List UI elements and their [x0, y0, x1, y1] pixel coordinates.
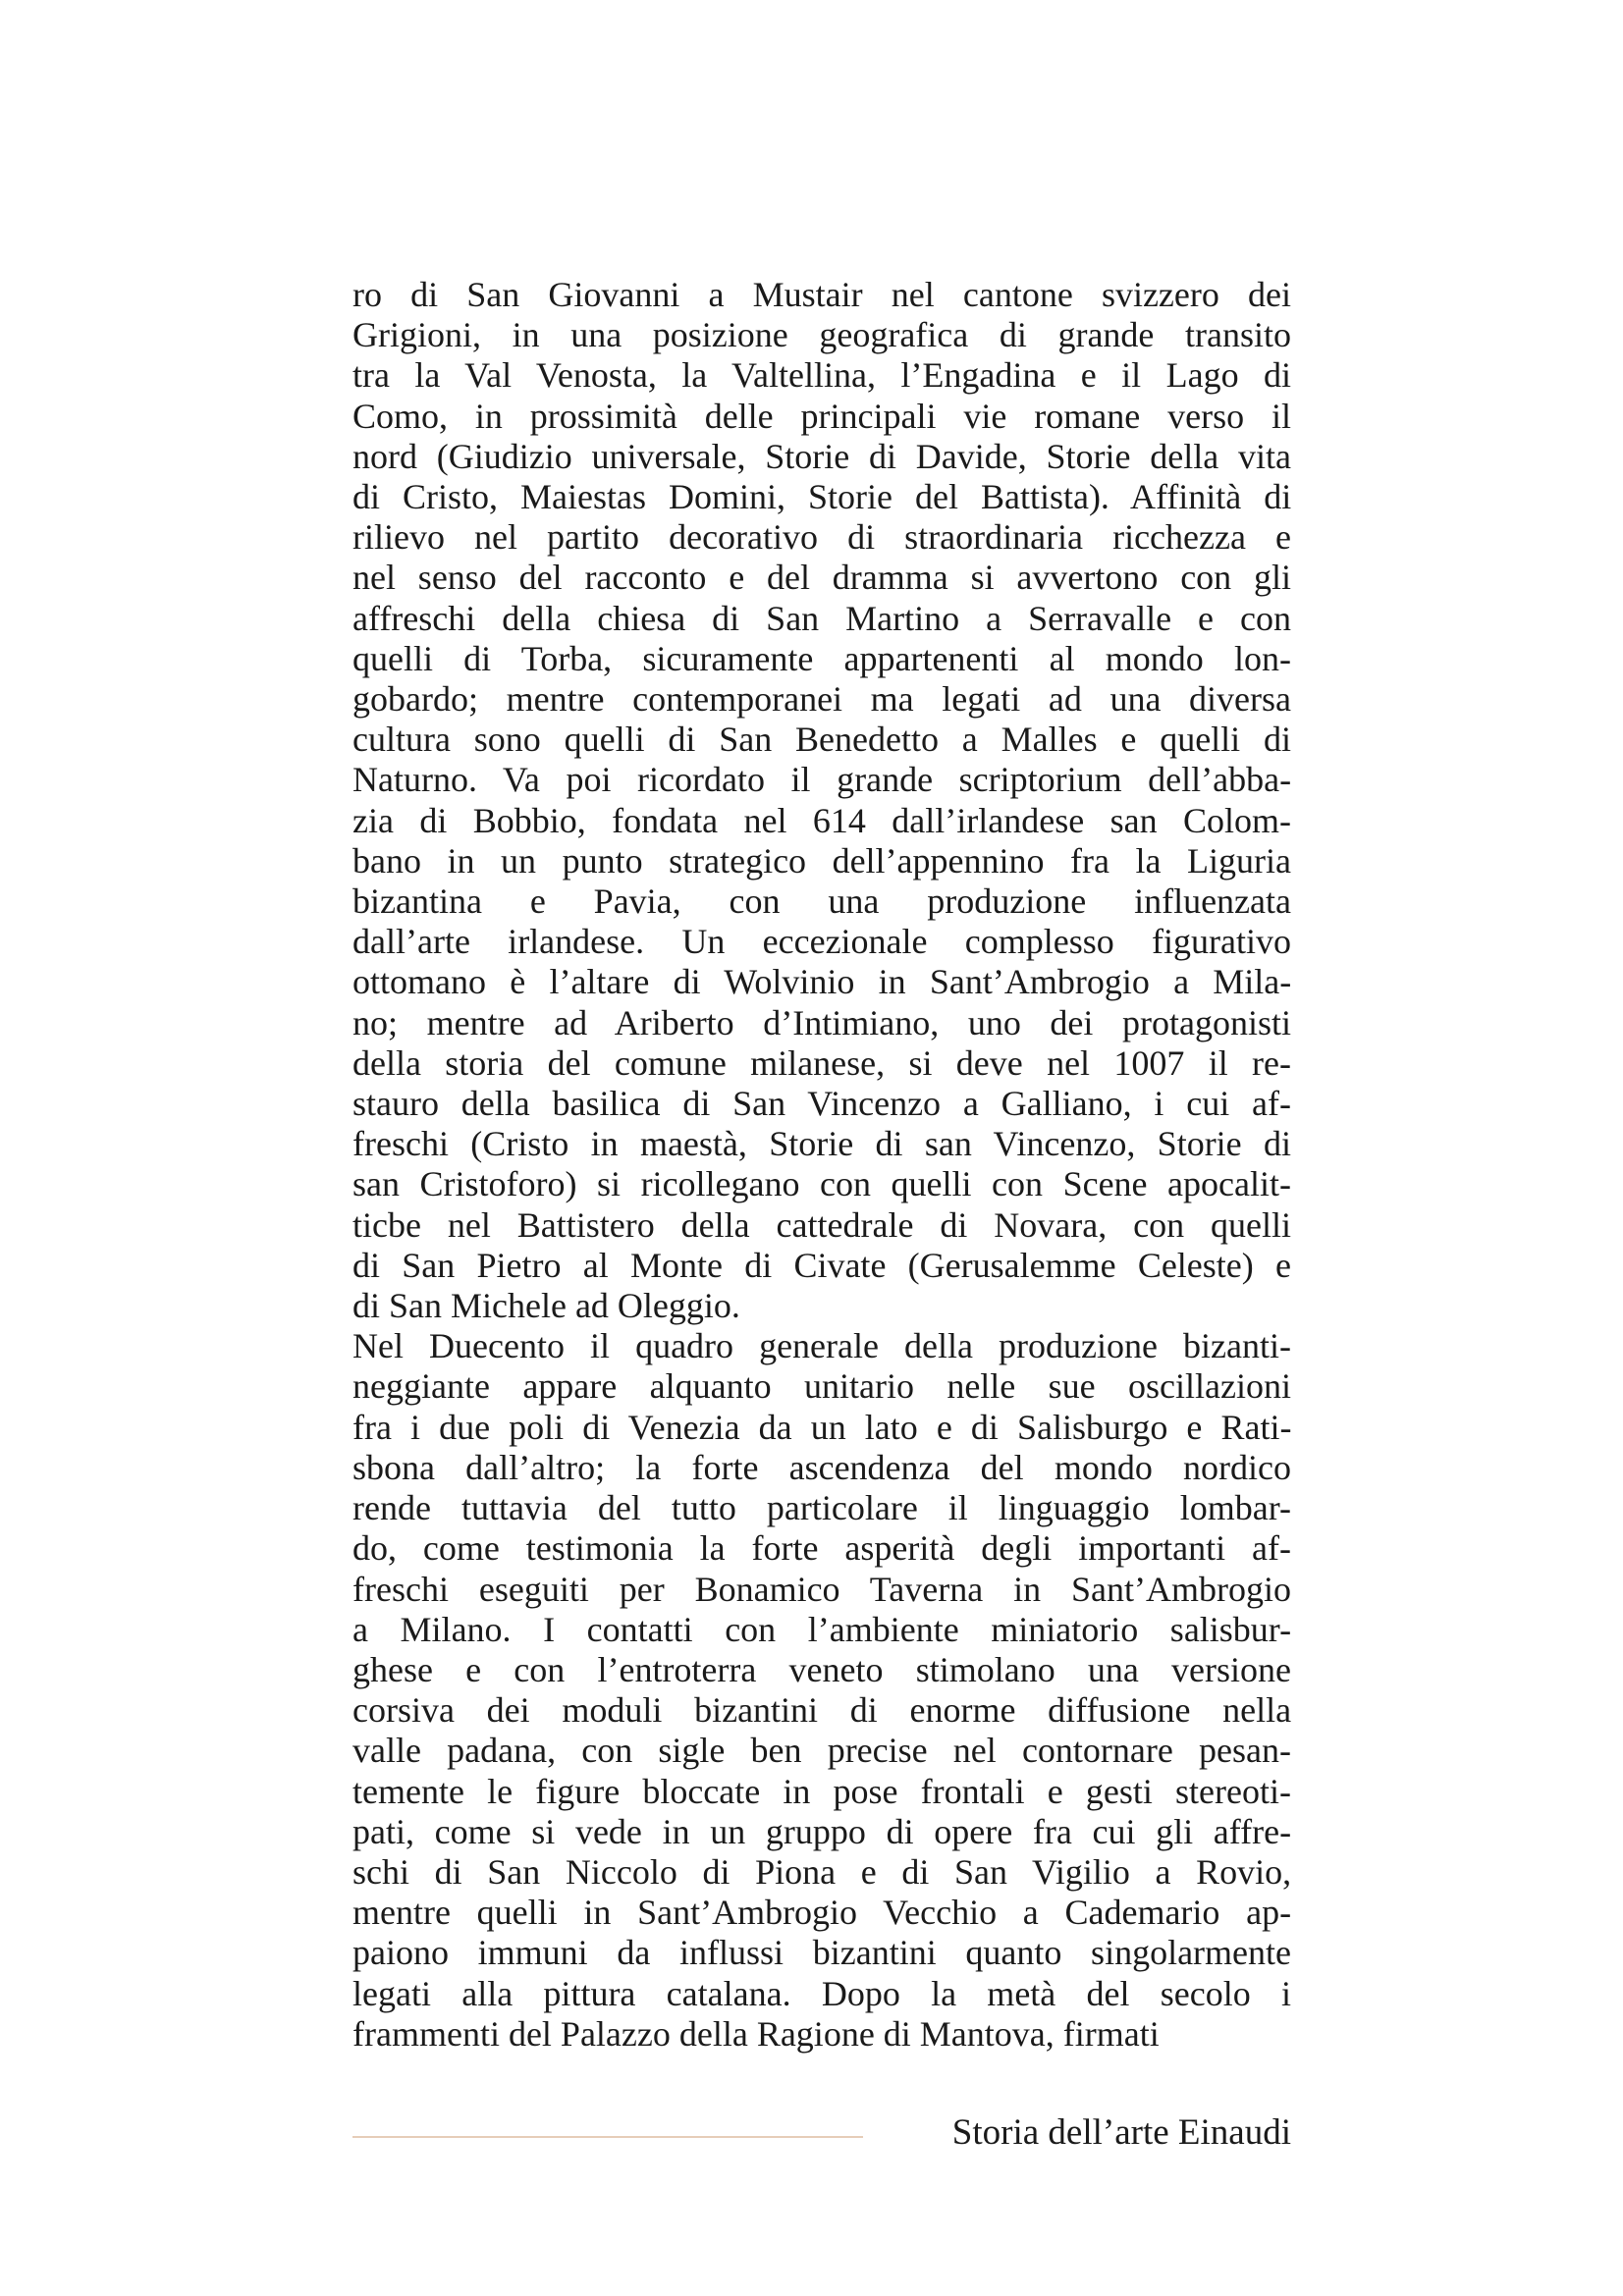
- text-line: bizantina e Pavia, con una produzione influenzata: [352, 881, 1291, 922]
- body-text: [352, 275, 1292, 2054]
- footer-rule: [352, 2136, 863, 2138]
- text-line: paiono immuni da influssi bizantini quanto singolarmente: [352, 1933, 1291, 1973]
- text-line: rilievo nel partito decorativo di straordinaria ricchezza e: [352, 517, 1291, 558]
- paragraph-1: [352, 275, 1291, 1326]
- text-line: san Cristoforo) si ricollegano con quelli con Scene apocalit-: [352, 1164, 1291, 1204]
- text-line: ticbe nel Battistero della cattedrale di Novara, con quelli: [352, 1204, 1291, 1245]
- text-line: frammenti del Palazzo della Ragione di Mantova, firmati: [352, 2013, 1160, 2054]
- text-line: mentre quelli in Sant’Ambrogio Vecchio a Cademario ap-: [352, 1893, 1292, 1933]
- text-line: nel senso del racconto e del dramma si avvertono con gli: [352, 558, 1291, 598]
- text-line: rende tuttavia del tutto particolare il linguaggio lombar-: [352, 1488, 1292, 1528]
- text-line: affreschi della chiesa di San Martino a Serravalle e con: [352, 598, 1292, 638]
- text-line: tra la Val Venosta, la Valtellina, l’Engadina e il Lago di: [352, 355, 1291, 396]
- text-line: di Cristo, Maiestas Domini, Storie del Battista). Affinità di: [352, 477, 1292, 517]
- text-line: fra i due poli di Venezia da un lato e di Salisburgo e Rati-: [352, 1407, 1292, 1447]
- text-line: neggiante appare alquanto unitario nelle sue oscillazioni: [352, 1366, 1291, 1407]
- text-line: sbona dall’altro; la forte ascendenza del mondo nordico: [352, 1447, 1291, 1487]
- text-line: di San Pietro al Monte di Civate (Gerusalemme Celeste) e: [352, 1245, 1291, 1285]
- text-line: freschi (Cristo in maestà, Storie di san Vincenzo, Storie di: [352, 1124, 1291, 1164]
- text-line: Naturno. Va poi ricordato il grande scriptorium dell’abba-: [352, 760, 1292, 800]
- text-line: dall’arte irlandese. Un eccezionale complesso figurativo: [352, 922, 1291, 962]
- text-line: nord (Giudizio universale, Storie di Davide, Storie della vita: [352, 436, 1291, 476]
- footer-title: Storia dell’arte Einaudi: [951, 2112, 1291, 2153]
- paragraph-2: [352, 1326, 1291, 2055]
- text-line: pati, come si vede in un gruppo di opere fra cui gli affre-: [352, 1811, 1292, 1851]
- text-line: valle padana, con sigle ben precise nel contornare pesan-: [352, 1731, 1291, 1771]
- text-line: no; mentre ad Ariberto d’Intimiano, uno dei protagonisti: [352, 1002, 1291, 1042]
- text-line: a Milano. I contatti con l’ambiente miniatorio salisbur-: [352, 1609, 1292, 1649]
- text-line: della storia del comune milanese, si deve nel 1007 il re-: [352, 1042, 1291, 1083]
- text-line: Grigioni, in una posizione geografica di grande transito: [352, 315, 1291, 355]
- text-line: ro di San Giovanni a Mustair nel cantone svizzero dei: [352, 275, 1291, 314]
- text-line: di San Michele ad Oleggio.: [352, 1286, 740, 1326]
- text-line: stauro della basilica di San Vincenzo a Galliano, i cui af-: [352, 1084, 1291, 1124]
- text-line: zia di Bobbio, fondata nel 614 dall’irlandese san Colom-: [352, 800, 1291, 840]
- page-footer: [352, 2109, 1291, 2167]
- text-line: legati alla pittura catalana. Dopo la metà del secolo i: [352, 1973, 1291, 2013]
- text-line: Como, in prossimità delle principali vie romane verso il: [352, 396, 1291, 436]
- text-line: cultura sono quelli di San Benedetto a Malles e quelli di: [352, 720, 1291, 760]
- text-line: schi di San Niccolo di Piona e di San Vigilio a Rovio,: [352, 1851, 1292, 1892]
- text-line: do, come testimonia la forte asperità degli importanti af-: [352, 1528, 1291, 1569]
- text-line: Nel Duecento il quadro generale della produzione bizanti-: [352, 1326, 1291, 1366]
- text-line: bano in un punto strategico dell’appennino fra la Liguria: [352, 840, 1291, 881]
- text-line: ghese e con l’entroterra veneto stimolano una versione: [352, 1649, 1291, 1689]
- text-line: temente le figure bloccate in pose frontali e gesti stereoti-: [352, 1771, 1291, 1811]
- text-line: gobardo; mentre contemporanei ma legati ad una diversa: [352, 679, 1291, 720]
- text-line: ottomano è l’altare di Wolvinio in Sant’Ambrogio a Mila-: [352, 962, 1292, 1002]
- text-line: freschi eseguiti per Bonamico Taverna in Sant’Ambrogio: [352, 1569, 1291, 1609]
- text-line: quelli di Torba, sicuramente appartenenti al mondo lon-: [352, 638, 1291, 678]
- text-line: corsiva dei moduli bizantini di enorme diffusione nella: [352, 1690, 1292, 1731]
